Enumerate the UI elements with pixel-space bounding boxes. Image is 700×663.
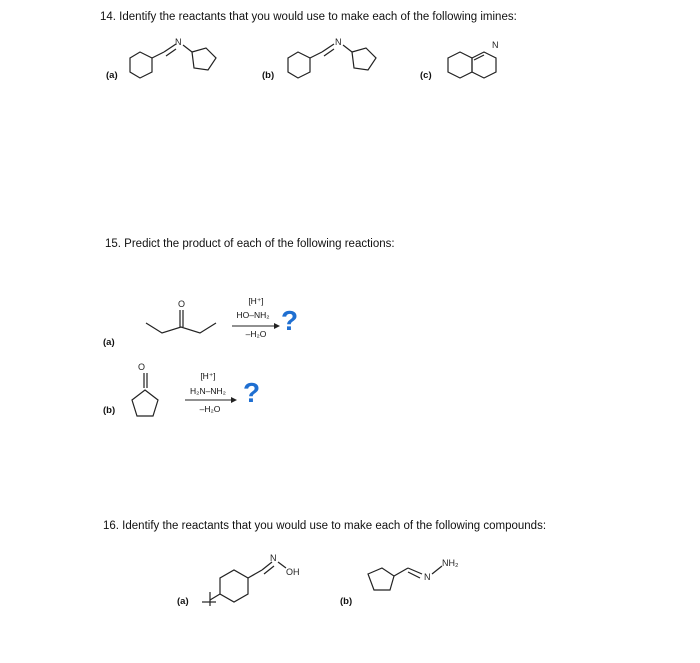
q15-label-b: (b) <box>103 405 116 416</box>
q15b-byproduct: –H₂O <box>199 404 221 414</box>
q14-title: 14. Identify the reactants that you would use to make each of the following imines: <box>100 11 517 23</box>
q14a-structure <box>120 30 240 90</box>
q14-label-b: (b) <box>262 70 275 81</box>
q15b-reagent: H₂N–NH₂ <box>190 386 226 396</box>
carbon-chain <box>146 323 216 333</box>
atom-o: O <box>138 362 146 372</box>
atom-n: N <box>270 553 277 563</box>
q14-label-c: (c) <box>420 70 432 81</box>
n-o-bond <box>278 562 286 568</box>
n-n-bond <box>432 566 442 574</box>
q16-title: 16. Identify the reactants that you would use to make each of the following compounds: <box>103 520 547 532</box>
q14-label-a: (a) <box>106 70 118 81</box>
atom-n: N <box>492 40 499 50</box>
q15a-ketone <box>140 295 230 345</box>
cyclopentane-ring <box>352 48 376 70</box>
q15b-product-question: ? <box>243 377 261 408</box>
q15-title: 15. Predict the product of each of the following reactions: <box>105 238 395 250</box>
atom-nh2: NH₂ <box>442 558 459 568</box>
bond <box>152 52 164 58</box>
cyclohexane-ring <box>130 52 152 78</box>
ring-right <box>472 52 496 78</box>
bond <box>310 52 322 58</box>
q15a-product-question: ? <box>281 305 299 336</box>
q15b-arrow <box>185 396 237 404</box>
cyclopentane-ring <box>192 48 216 70</box>
tbutyl-bond-3 <box>210 594 220 600</box>
cyclohexane-ring <box>288 52 310 78</box>
bond <box>343 45 352 52</box>
q16-label-a: (a) <box>177 596 189 607</box>
q15a-byproduct: –H₂O <box>245 329 267 339</box>
q15-label-a: (a) <box>103 337 115 348</box>
bond <box>183 45 192 52</box>
q15b-cyclopentanone <box>128 360 168 420</box>
cyclohexane-ring <box>220 570 248 602</box>
atom-n: N <box>424 572 431 582</box>
q14b-structure <box>282 30 402 90</box>
q16b-structure <box>362 552 502 602</box>
atom-n: N <box>335 37 342 47</box>
q15a-catalyst: [H⁺] <box>248 296 264 306</box>
cyclopentane-ring <box>132 390 158 416</box>
q15a-reagent: HO–NH₂ <box>236 310 270 320</box>
atom-oh: OH <box>286 567 300 577</box>
ring-left <box>448 52 472 78</box>
q16-label-b: (b) <box>340 596 353 607</box>
atom-o: O <box>178 299 186 309</box>
q16a-structure <box>200 548 310 608</box>
bond <box>394 568 408 576</box>
q14c-structure <box>440 30 540 90</box>
atom-n: N <box>175 37 182 47</box>
q15b-catalyst: [H⁺] <box>200 371 216 381</box>
cyclopentane-ring <box>368 568 394 590</box>
bond <box>248 570 262 578</box>
